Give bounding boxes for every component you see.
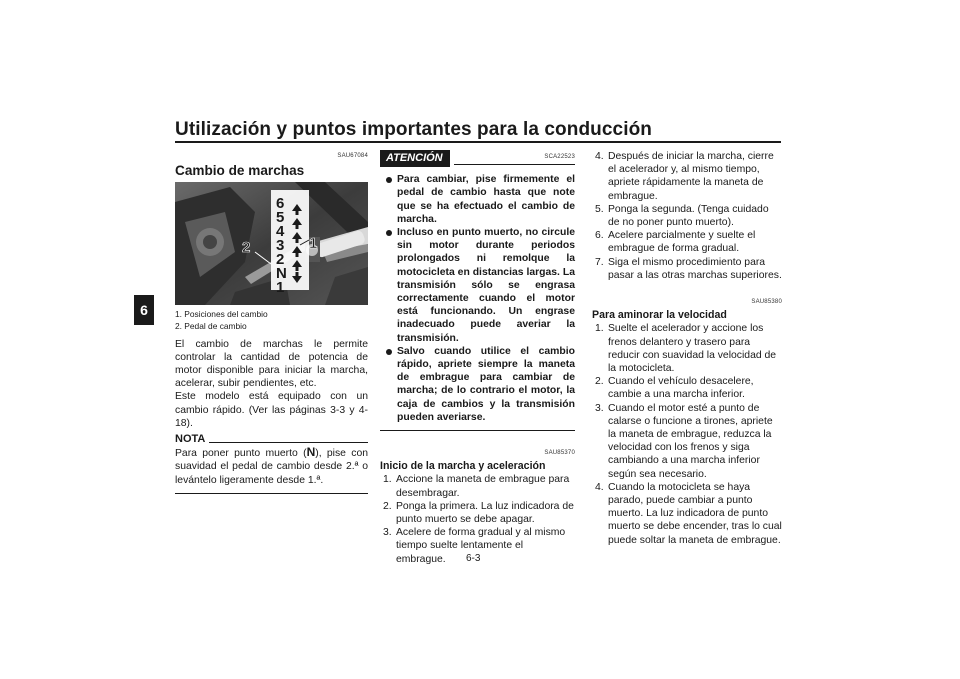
section-code: SAU85380: [751, 299, 782, 306]
step-item: 1. Suelte el acelerador y accione los frenos delantero y trasero para reducir con suavidad la velocidad de la motocicleta.: [595, 323, 777, 375]
column-3: [592, 150, 782, 547]
section-code: SAU85370: [544, 450, 575, 457]
step-item: 4. Después de iniciar la marcha, cierre el acelerador y, al mismo tiempo, apriete rápidamente la maneta de embrague.: [595, 151, 774, 202]
attention-end-rule: [380, 430, 575, 431]
note-text-part: Para poner punto muerto (: [175, 448, 307, 460]
title-rule: [175, 141, 781, 143]
paragraph: Este modelo está equipado con un cambio rápido. (Ver las páginas 3-3 y 4-18).: [175, 391, 368, 429]
note-rule: [209, 442, 368, 443]
page-number: 6-3: [466, 553, 481, 564]
section-heading: Cambio de marchas: [175, 163, 305, 179]
attention-item: Incluso en punto muerto, no circule sin motor durante periodos prolongados ni remolque la motocicleta en distancias largas. La transmisión sólo se engrasa correctamente cuando el motor está funcionando. Un engrase inadecuado puede averiar la transmisión.: [380, 226, 575, 345]
gear-label-1: 1: [276, 279, 285, 297]
attention-label: ATENCIÓN: [380, 150, 450, 167]
gear-label-3: 3: [276, 237, 285, 255]
attention-list: [380, 173, 575, 424]
paragraph: El cambio de marchas le permite controlar la cantidad de potencia de motor disponible para iniciar la marcha, acelerar, subir pendientes, etc.: [175, 338, 368, 390]
step-item: 3. Acelere de forma gradual y al mismo tiempo suelte lentamente el embrague.: [383, 527, 566, 565]
section-code: SAU67084: [337, 153, 368, 159]
slow-steps: [592, 322, 782, 546]
gear-label-2: 2: [276, 251, 285, 269]
step-item: 7. Siga el mismo procedimiento para pasar a las otras marchas superiores.: [595, 256, 782, 281]
step-item: 3. Cuando el motor esté a punto de calarse o funcione a tirones, apriete la maneta de embrague, reduzca la velocidad con los frenos y siga cambiando a una marcha inferior según sea necesario.: [595, 402, 773, 480]
subsection-heading: Inicio de la marcha y aceleración: [380, 460, 546, 473]
step-item: 1. Accione la maneta de embrague para desembragar.: [383, 474, 570, 499]
attention-item: Para cambiar, pise firmemente el pedal de cambio hasta que note que se ha efectuado el cambio de marcha.: [380, 173, 575, 226]
attention-item: Salvo cuando utilice el cambio rápido, apriete siempre la maneta de embrague para cambiar de marcha; de lo contrario el motor, la caja de cambios y la transmisión pueden averiarse.: [380, 345, 575, 424]
caption-item: 1. Posiciones del cambio: [175, 309, 268, 320]
gear-label-5: 5: [276, 209, 285, 227]
callout-1: 1: [309, 235, 318, 253]
figure-caption: [175, 309, 368, 332]
gear-label-6: 6: [276, 195, 285, 213]
note-header: [175, 433, 368, 446]
page-title: Utilización y puntos importantes para la conducción: [175, 119, 653, 140]
gear-label-4: 4: [276, 223, 285, 241]
note-end-rule: [175, 493, 368, 494]
start-steps-continued: [592, 150, 782, 282]
subsection-heading: Para aminorar la velocidad: [592, 309, 727, 322]
chapter-tab: 6: [134, 295, 154, 325]
step-item: 2. Ponga la primera. La luz indicadora de punto muerto se debe apagar.: [383, 500, 574, 526]
step-item: 4. Cuando la motocicleta se haya parado, puede cambiar a punto muerto. La luz indicadora de punto muerto se debe encender, tras lo cual puede soltar la maneta de embrague.: [595, 481, 782, 546]
step-item: 5. Ponga la segunda. (Tenga cuidado de no poner punto muerto).: [595, 203, 769, 229]
neutral-symbol: N: [306, 445, 316, 460]
attention-code: SCA22523: [544, 154, 575, 160]
gear-shift-illustration: [175, 182, 368, 305]
note-text: [175, 446, 368, 487]
callout-2: 2: [242, 239, 251, 257]
column-1: [175, 150, 368, 494]
note-label: NOTA: [175, 433, 206, 446]
step-item: 2. Cuando el vehículo desacelere, cambie a una marcha inferior.: [595, 376, 754, 401]
gear-label-n: N: [276, 265, 287, 283]
column-2: [380, 150, 575, 566]
gear-shift-photo: [175, 182, 368, 305]
note-text-part: ), pise con suavidad el pedal de cambio desde 2.ª o levántelo ligeramente desde 1.ª.: [175, 448, 369, 486]
attention-rule: [454, 164, 575, 165]
step-item: 6. Acelere parcialmente y suelte el embrague de forma gradual.: [595, 230, 756, 255]
caption-item: 2. Pedal de cambio: [175, 321, 247, 331]
attention-header: [380, 150, 575, 167]
